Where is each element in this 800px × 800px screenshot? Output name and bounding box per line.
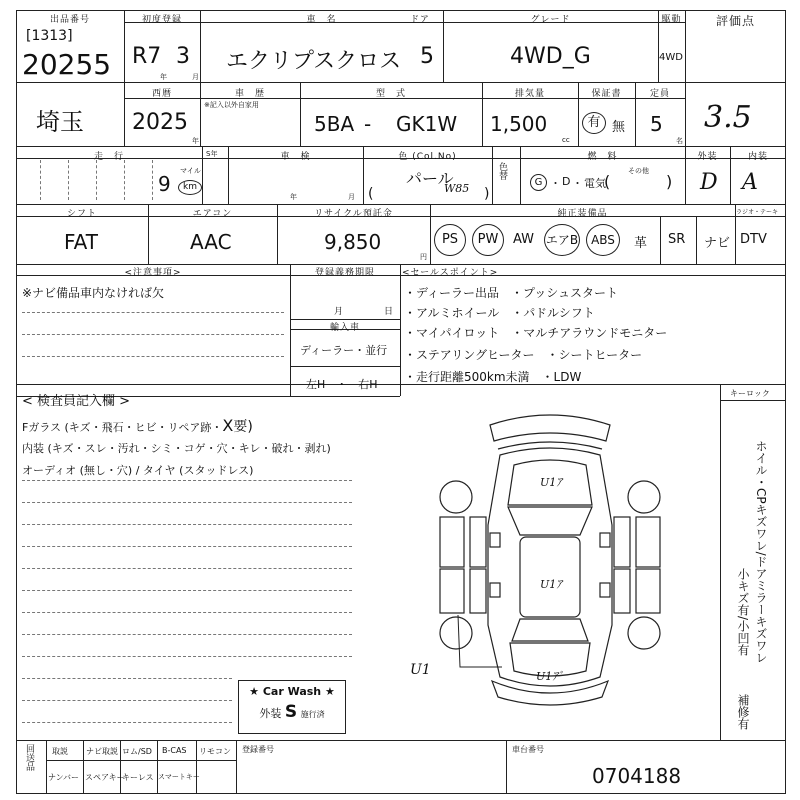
shift: FAT bbox=[64, 230, 99, 254]
year-unit: 年 bbox=[160, 73, 167, 81]
color: パール bbox=[406, 169, 454, 188]
first-reg-month: 3 bbox=[176, 44, 190, 69]
equip-aw: AW bbox=[513, 232, 535, 247]
drive-label: 駆動 bbox=[661, 15, 682, 25]
diagram-mark: U1ｱ bbox=[540, 578, 562, 591]
lot-prefix: [1313] bbox=[26, 28, 73, 44]
exterior-label: 外装 bbox=[697, 152, 718, 162]
region: 埼玉 bbox=[36, 108, 84, 136]
grade: 4WD_G bbox=[510, 44, 591, 69]
footer-item: ナビ取説 bbox=[86, 747, 118, 756]
capacity-label: 定員 bbox=[649, 89, 670, 99]
color-change: 色替 bbox=[497, 162, 507, 180]
recycle: 9,850 bbox=[324, 230, 382, 254]
footer-item: ロム/SD bbox=[122, 747, 152, 756]
lot-number: 20255 bbox=[22, 48, 112, 81]
footer-item: B-CAS bbox=[162, 746, 187, 755]
import-label: 輸入車 bbox=[329, 323, 360, 333]
sales-label: <セールスポイント> bbox=[402, 268, 499, 278]
equip-leather: 革 bbox=[634, 236, 648, 251]
type-prefix: 5BA bbox=[314, 112, 355, 136]
footer-item: スペアキー bbox=[85, 773, 125, 782]
drive: 4WD bbox=[659, 52, 683, 63]
doors: 5 bbox=[420, 44, 434, 69]
expiry-month: 月 bbox=[348, 193, 355, 201]
history-label: 車 歴 bbox=[234, 89, 265, 99]
color-label: 色 (Col.No) bbox=[398, 152, 457, 162]
type-label: 型 式 bbox=[375, 89, 406, 99]
yen-unit: 円 bbox=[420, 253, 427, 261]
exterior: D bbox=[700, 170, 718, 195]
handle-side: 左H ・ 右H bbox=[306, 378, 378, 391]
reg-month: 月 bbox=[334, 307, 344, 317]
shift-label: シフト bbox=[66, 209, 97, 219]
key-lock-label: キーロック bbox=[730, 389, 770, 398]
audio-tire-line: オーディオ (無し・穴) / タイヤ (スタッドレス) bbox=[22, 464, 254, 477]
year-unit-2: 年 bbox=[192, 137, 199, 145]
radio-label: ラジオ・テーキ bbox=[736, 209, 779, 216]
fglass-mark: X bbox=[222, 416, 234, 435]
s-label: S年 bbox=[206, 150, 218, 158]
grade-label: グレード bbox=[530, 15, 571, 25]
fuel-d: D bbox=[562, 175, 571, 188]
year-label: 西暦 bbox=[151, 89, 172, 99]
diagram-mark: U1ｱﾞ bbox=[536, 670, 564, 683]
equip-navi: ナビ bbox=[704, 236, 731, 251]
miles-unit: マイル bbox=[180, 167, 201, 175]
interior: A bbox=[742, 170, 758, 195]
footer-item: キーレス bbox=[122, 773, 154, 782]
side-note-3: 補修有 bbox=[736, 694, 750, 730]
equip-dtv: DTV bbox=[740, 232, 767, 247]
sales-point: ・ディーラー出品 ・プッシュスタート bbox=[404, 286, 618, 300]
expiry-year: 年 bbox=[290, 193, 297, 201]
equip-sr: SR bbox=[668, 232, 686, 247]
reg-deadline-label: 登録義務期限 bbox=[314, 268, 375, 278]
fuel-label: 燃 料 bbox=[587, 152, 618, 162]
reg-day: 日 bbox=[384, 307, 394, 317]
row-divider bbox=[16, 82, 786, 83]
caution-text: ※ナビ備品車内なければ欠 bbox=[22, 286, 165, 300]
type-dash: - bbox=[364, 112, 372, 136]
lot-label: 出品番号 bbox=[49, 15, 90, 25]
fglass-line: Fガラス (キズ・飛石・ヒビ・リペア跡・X要) bbox=[22, 416, 253, 435]
footer-item: ナンバー bbox=[48, 773, 80, 782]
history-note: ※記入以外自家用 bbox=[204, 101, 259, 109]
color-code: W85 bbox=[444, 182, 470, 195]
side-note-2: 小キズ有/小凹有 bbox=[736, 568, 750, 657]
fuel-g: G bbox=[530, 174, 547, 191]
sales-point: ・ステアリングヒーター ・シートヒーター bbox=[404, 348, 643, 362]
mileage-label: 走 行 bbox=[93, 152, 124, 162]
dealer-parallel: ディーラー・並行 bbox=[300, 344, 388, 357]
row-divider bbox=[16, 740, 786, 741]
doors-label: ドア bbox=[410, 15, 430, 25]
car-wash-stamp: ★ Car Wash ★ 外装 S 施行済 bbox=[238, 680, 346, 734]
ac: AAC bbox=[190, 230, 232, 254]
model-name: エクリプスクロス bbox=[226, 49, 402, 74]
month-unit: 月 bbox=[192, 73, 199, 81]
delivery-label: 回送品 bbox=[24, 744, 34, 771]
displacement-label: 排気量 bbox=[514, 89, 545, 99]
displacement: 1,500 bbox=[490, 112, 548, 136]
footer-item: スマートキー bbox=[158, 773, 200, 781]
diagram-mark: U1 bbox=[410, 662, 431, 678]
footer-item: 取説 bbox=[52, 747, 68, 756]
equip-ps: PS bbox=[434, 224, 466, 256]
expiry-label: 車 検 bbox=[280, 152, 311, 162]
equip-pw: PW bbox=[472, 224, 504, 256]
sales-point: ・マイパイロット ・マルチアラウンドモニター bbox=[404, 326, 668, 340]
footer-item: リモコン bbox=[199, 747, 231, 756]
diagram-mark: U1ｱ bbox=[540, 476, 562, 489]
chassis-label: 車台番号 bbox=[512, 745, 544, 754]
fuel-other: その他 bbox=[628, 167, 649, 175]
interior-label: 内装 bbox=[747, 152, 768, 162]
equip-airbag: エアB bbox=[544, 224, 580, 256]
fuel-e: 電気 bbox=[584, 177, 606, 190]
equip-abs: ABS bbox=[586, 224, 620, 256]
warranty-yes: 有 bbox=[582, 112, 606, 134]
type-code: GK1W bbox=[396, 112, 458, 136]
warranty-label: 保証書 bbox=[591, 89, 622, 99]
first-reg-label: 初度登録 bbox=[141, 15, 182, 25]
caution-label: <注意事項> bbox=[124, 268, 182, 278]
row-divider bbox=[16, 384, 786, 385]
capacity: 5 bbox=[650, 112, 663, 136]
score-label: 評価点 bbox=[715, 14, 755, 28]
row-divider bbox=[16, 204, 786, 205]
reg-number-label: 登録番号 bbox=[242, 745, 274, 754]
inspection-title: < 検査員記入欄 > bbox=[22, 394, 131, 409]
interior-line: 内装 (キズ・スレ・汚れ・シミ・コゲ・穴・キレ・破れ・剥れ) bbox=[22, 442, 331, 455]
first-reg-era: R7 bbox=[132, 44, 162, 69]
side-note-1: ホイル・CPキズワレ/ドアミラーキズワレ bbox=[754, 440, 768, 664]
equip-label: 純正装備品 bbox=[557, 209, 608, 219]
sales-point: ・走行距離500km未満 ・LDW bbox=[404, 370, 582, 384]
score: 3.5 bbox=[704, 100, 752, 135]
chassis-number: 0704188 bbox=[592, 764, 682, 788]
ac-label: エアコン bbox=[192, 209, 233, 219]
row-divider bbox=[16, 146, 786, 147]
model-label: 車 名 bbox=[306, 15, 337, 25]
warranty-no: 無 bbox=[612, 120, 626, 135]
capacity-unit: 名 bbox=[676, 137, 683, 145]
mileage: 9 bbox=[158, 172, 171, 196]
cc-unit: cc bbox=[562, 136, 570, 144]
year: 2025 bbox=[132, 110, 188, 135]
km-unit: km bbox=[178, 180, 202, 195]
sales-point: ・アルミホイール ・パドルシフト bbox=[404, 306, 595, 320]
recycle-label: リサイクル預託金 bbox=[314, 209, 393, 219]
